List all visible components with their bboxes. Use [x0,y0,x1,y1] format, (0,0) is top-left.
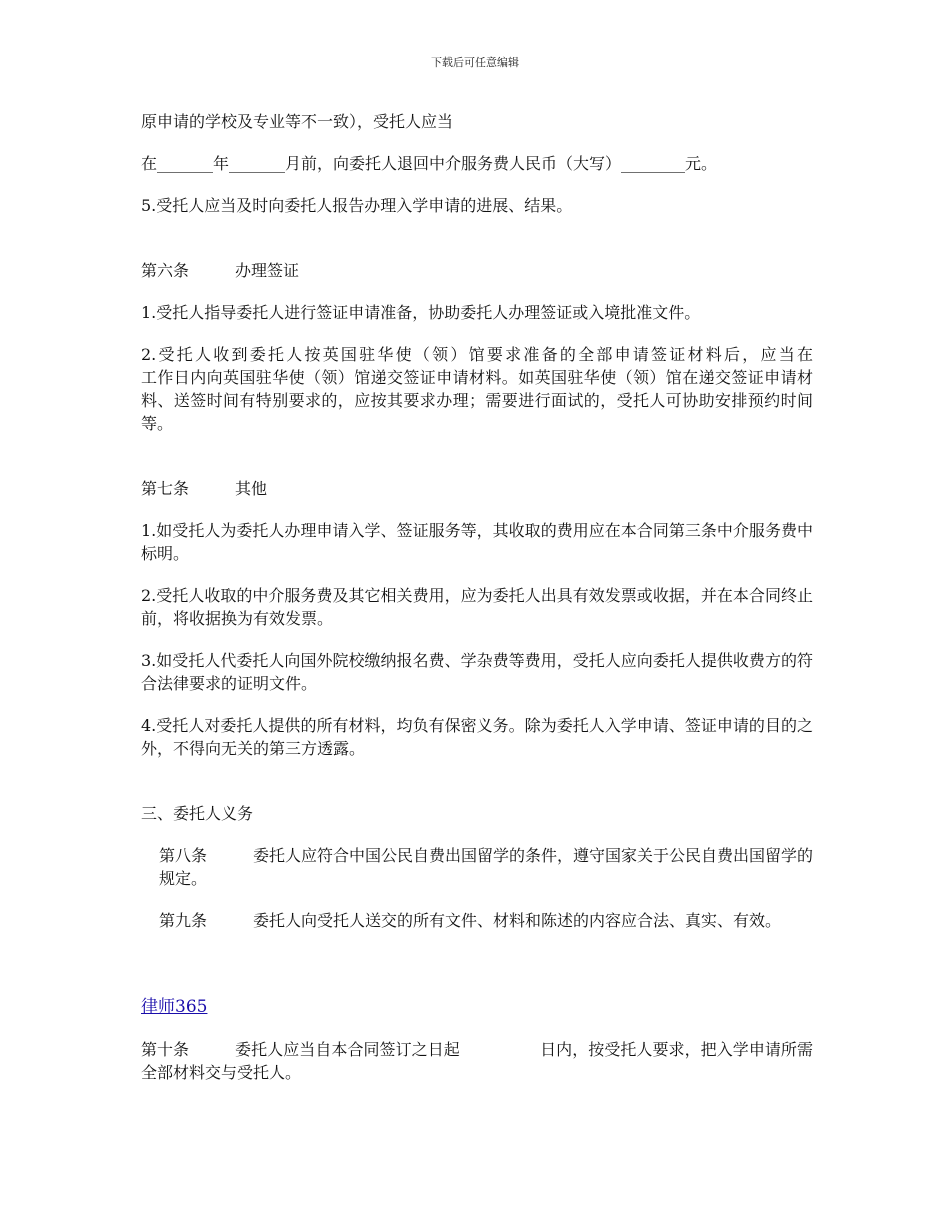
article-title: 办理签证 [235,261,300,280]
article-10 [141,1038,813,1084]
article-number: 第八条 [159,846,208,865]
article-6-heading [141,259,813,282]
article-text: 委托人应符合中国公民自费出国留学的条件，遵守国家关于公民自费出国留学的规定。 [159,846,814,888]
article-number: 第七条 [141,479,190,498]
section-heading: 三、委托人义务 [141,804,254,823]
paragraph: 1.如受托人为委托人办理申请入学、签证服务等，其收取的费用应在本合同第三条中介服务费中标明。 [141,521,813,563]
document-body [141,110,894,1103]
paragraph: 1.受托人指导委托人进行签证申请准备，协助委托人办理签证或入境批准文件。 [141,303,701,322]
article-text: 委托人向受托人送交的所有文件、材料和陈述的内容应合法、真实、有效。 [253,911,782,930]
article-text: 委托人应当自本合同签订之日起 日内，按受托人要求，把入学申请所需全部材料交与受托人。 [141,1040,813,1082]
paragraph: 原申请的学校及专业等不一致），受托人应当 [141,112,454,131]
paragraph: 4.受托人对委托人提供的所有材料，均负有保密义务。除为委托人入学申请、签证申请的目的之外，不得向无关的第三方透露。 [141,716,813,758]
link-paragraph [141,995,813,1019]
article-9 [141,909,813,932]
paragraph: 5.受托人应当及时向委托人报告办理入学申请的进展、结果。 [141,196,573,215]
paragraph: 3.如受托人代委托人向国外院校缴纳报名费、学杂费等费用，受托人应向委托人提供收费方的符合法律要求的证明文件。 [141,651,813,693]
paragraph: 2.受托人收到委托人按英国驻华使（领）馆要求准备的全部申请签证材料后，应当在 工作日内向英国驻华使（领）馆递交签证申请材料。如英国驻华使（领）馆在递交签证申请材料、送签时间有特别要求的，应按其要求办理；需要进行面试的，受托人可协助安排预约时间等。 [141,345,894,433]
page-header: 下载后可任意编辑 [431,56,519,69]
article-number: 第六条 [141,261,190,280]
article-number: 第十条 [141,1040,190,1059]
paragraph: 2.受托人收取的中介服务费及其它相关费用，应为委托人出具有效发票或收据，并在本合同终止前，将收据换为有效发票。 [141,586,813,628]
lawyer365-link[interactable]: 律师365 [141,997,208,1017]
article-title: 其他 [235,479,268,498]
article-7-heading [141,477,813,500]
article-number: 第九条 [159,911,208,930]
article-8 [141,844,813,890]
paragraph: 在_______年_______月前，向委托人退回中介服务费人民币（大写）________元。 [141,154,718,173]
